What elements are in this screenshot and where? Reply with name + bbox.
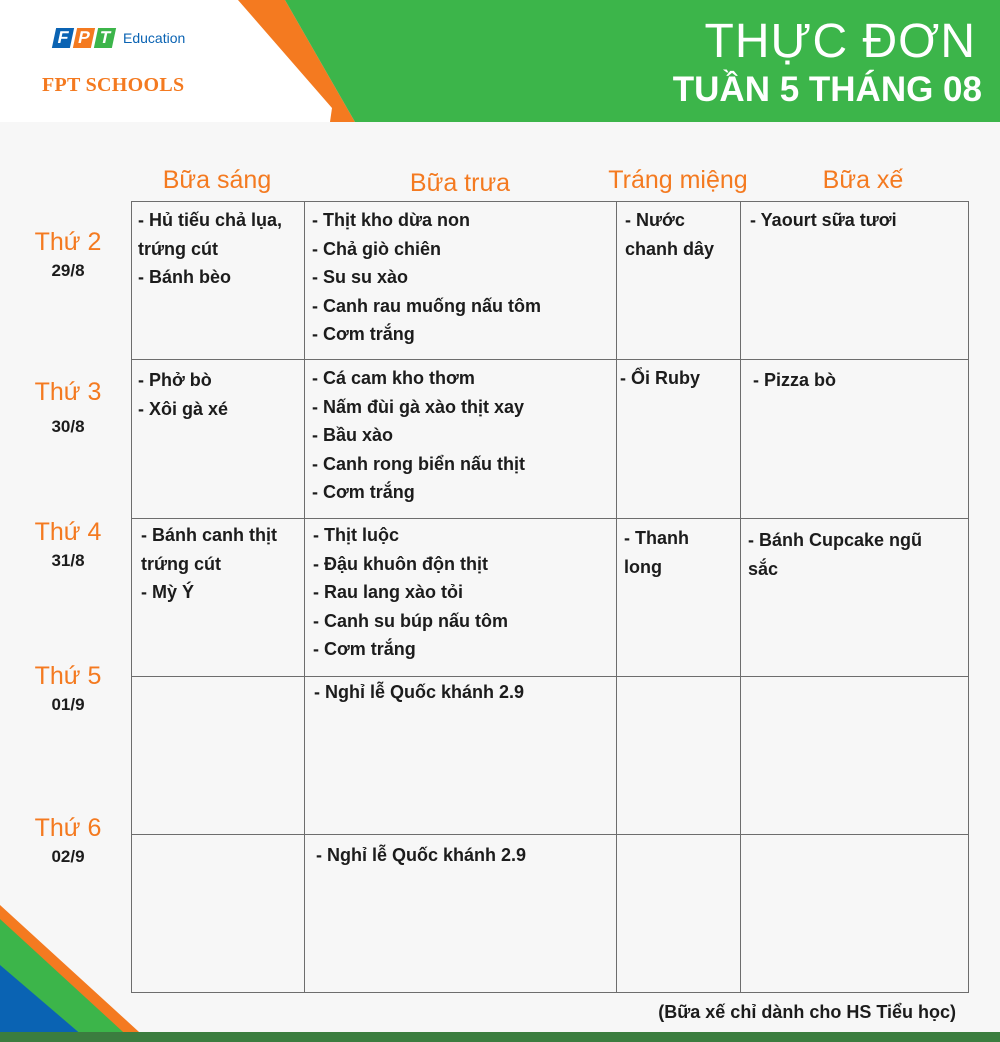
menu-item: - Nghỉ lễ Quốc khánh 2.9 — [316, 845, 527, 865]
footer-note: (Bữa xế chỉ dành cho HS Tiểu học) — [658, 1002, 956, 1022]
day-date: 01/9 — [51, 695, 85, 714]
day-label-fri — [28, 814, 108, 867]
grid-divider — [132, 359, 968, 360]
cell-tue-lunch — [312, 364, 525, 507]
grid-divider — [132, 518, 968, 519]
menu-item: trứng cút — [141, 553, 222, 574]
day-name: Thứ 4 — [34, 518, 102, 546]
menu-item: - Ổi Ruby — [620, 368, 700, 388]
day-name: Thứ 3 — [34, 378, 102, 406]
menu-item: - Thịt luộc — [313, 525, 399, 545]
menu-item: - Cơm trắng — [312, 482, 415, 502]
cell-wed-snack — [748, 526, 922, 583]
menu-item: - Yaourt sữa tươi — [750, 210, 897, 230]
logo-letter-p: P — [73, 28, 95, 48]
day-name: Thứ 5 — [34, 662, 102, 690]
column-header-lunch: Bữa trưa — [409, 169, 511, 197]
day-date: 02/9 — [51, 847, 85, 866]
menu-item: - Đậu khuôn độn thịt — [313, 553, 488, 574]
grid-divider — [304, 202, 305, 992]
menu-item: - Bánh bèo — [138, 267, 231, 287]
cell-fri-lunch — [316, 841, 526, 870]
grid-divider — [616, 202, 617, 992]
menu-item: - Bầu xào — [312, 425, 394, 445]
cell-wed-lunch — [313, 521, 508, 664]
cell-tue-dessert — [620, 364, 700, 393]
cell-wed-breakfast — [141, 521, 277, 607]
cell-tue-breakfast — [138, 366, 228, 423]
menu-item: trứng cút — [138, 238, 219, 259]
menu-item: chanh dây — [625, 238, 715, 259]
menu-item: - Xôi gà xé — [138, 398, 229, 419]
day-name: Thứ 6 — [34, 814, 102, 842]
page-title: THỰC ĐƠN — [704, 15, 976, 68]
logo-letter-f: F — [52, 28, 74, 48]
menu-item: - Su su xào — [312, 267, 409, 287]
logo-letter-t: T — [94, 28, 116, 48]
menu-item: - Canh rong biển nấu thịt — [312, 453, 525, 474]
menu-item: - Rau lang xào tỏi — [313, 582, 464, 602]
menu-item: - Canh su búp nấu tôm — [313, 610, 508, 631]
menu-item: - Phở bò — [138, 370, 212, 390]
grid-divider — [132, 834, 968, 835]
cell-thu-lunch — [314, 678, 524, 707]
day-name: Thứ 2 — [34, 228, 102, 256]
day-date: 30/8 — [51, 417, 85, 436]
menu-item: - Hủ tiếu chả lụa, — [138, 210, 283, 230]
fpt-logo — [42, 28, 186, 96]
menu-item: - Nước — [625, 210, 685, 230]
menu-item: - Canh rau muống nấu tôm — [312, 295, 541, 316]
page-subtitle: TUẦN 5 THÁNG 08 — [672, 70, 982, 109]
menu-item: - Bánh Cupcake ngũ — [748, 530, 923, 550]
grid-divider — [132, 676, 968, 677]
grid-divider — [740, 202, 741, 992]
cell-tue-snack — [753, 366, 836, 395]
fpt-logo-mark — [54, 28, 185, 48]
menu-item: - Pizza bò — [753, 370, 837, 390]
logo-schools-text: FPT SCHOOLS — [42, 74, 185, 96]
column-header-snack: Bữa xế — [822, 166, 904, 194]
menu-item: - Mỳ Ý — [141, 582, 195, 602]
menu-item: - Nấm đùi gà xào thịt xay — [312, 396, 525, 417]
menu-item: - Thịt kho dừa non — [312, 210, 471, 230]
menu-item: - Cá cam kho thơm — [312, 368, 475, 388]
menu-item: - Cơm trắng — [312, 324, 415, 344]
day-label-thu — [28, 662, 108, 715]
cell-wed-dessert — [624, 524, 689, 581]
menu-item: - Thanh — [624, 528, 689, 548]
logo-education-text: Education — [123, 30, 186, 46]
corner-decoration — [0, 905, 150, 1042]
day-date: 31/8 — [51, 551, 85, 570]
menu-item: sắc — [748, 558, 779, 579]
menu-item: long — [624, 556, 662, 577]
column-header-dessert: Tráng miệng — [608, 166, 748, 194]
menu-item: - Bánh canh thịt — [141, 525, 277, 545]
day-label-wed — [28, 518, 108, 571]
column-header-breakfast: Bữa sáng — [162, 166, 272, 194]
cell-mon-snack — [750, 206, 897, 235]
cell-mon-breakfast — [138, 206, 282, 292]
cell-mon-lunch — [312, 206, 541, 349]
day-label-mon — [28, 228, 108, 281]
bottom-bar — [0, 1032, 1000, 1042]
day-date: 29/8 — [51, 261, 85, 280]
day-label-tue — [28, 378, 108, 437]
menu-item: - Chả giò chiên — [312, 238, 442, 259]
menu-item: - Nghỉ lễ Quốc khánh 2.9 — [314, 682, 525, 702]
cell-mon-dessert — [625, 206, 714, 263]
menu-item: - Cơm trắng — [313, 639, 416, 659]
